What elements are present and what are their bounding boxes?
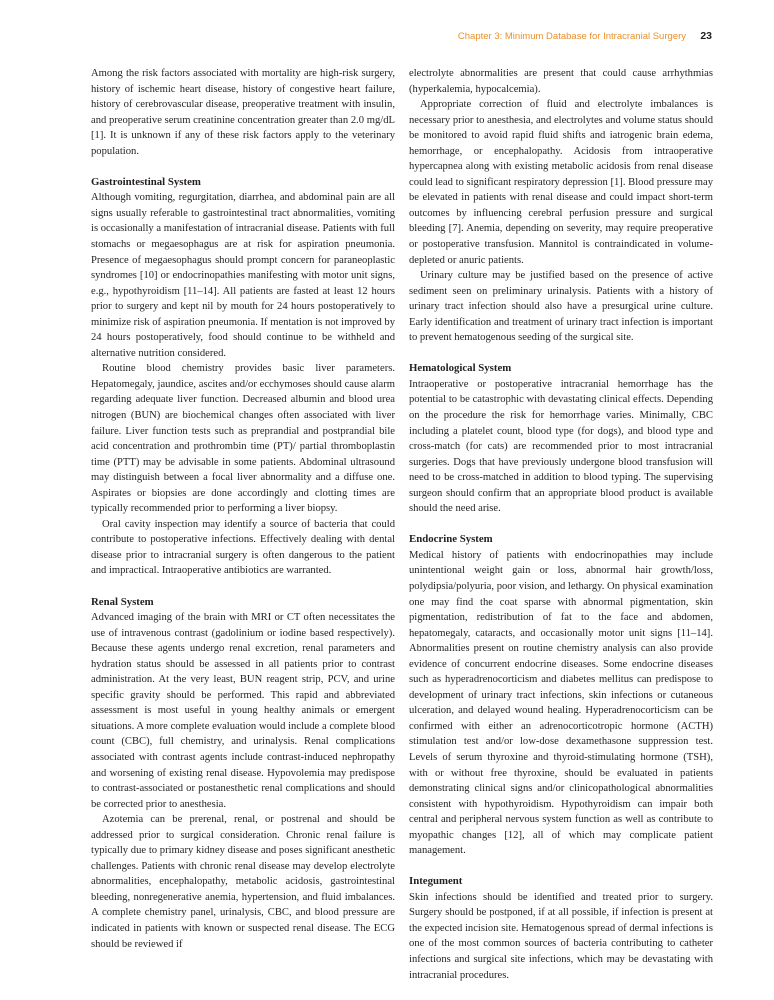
endocrine-paragraph: Medical history of patients with endocrinopathies may include unintentional weight gain or loss, abnormal hair growth/loss, polydipsia/polyuria, poor vision, and lethargy. On physical examination one may find the coat sparse with abnormal pigmentation, skin pigmentation, redistribution of fat to the face and abdomen, hepatomegaly, cataracts, and occasionally motor unit signs [11–14]. Abnormalities present on routine chemistry analysis can also provide evidence of concurrent endocrine diseases. Some endocrine diseases such as hyperadrenocorticism and diabetes mellitus can predispose to development of urinary tract infections, skin infections or cutaneous ulceration, and delayed wound healing. Hyperadrenocorticism can be confirmed with either an adrenocorticotropic hormone (ACTH) stimulation test and/or low-dose dexamethasone suppression test. Levels of serum thyroxine and thyroid-stimulating hormone (TSH), with or without free thyroxine, should be evaluated in patients demonstrating clinical signs and/or clinicopathological abnormalities consistent with hypothyroidism. Hypothyroidism can impair both central and peripheral nervous system function as well as contribute to myopathic changes [12], all of which may complicate patient management.	[409, 549, 713, 857]
chapter-title: Chapter 3: Minimum Database for Intracranial Surgery	[457, 31, 686, 42]
renal-continued-paragraph-1: electrolyte abnormalities are present that could cause arrhythmias (hyperkalemia, hypocalcemia).	[409, 68, 713, 95]
renal-continued-paragraph-2: Appropriate correction of fluid and electrolyte imbalances is necessary prior to anesthesia, and electrolytes and volume status should be monitored to avoid rapid fluid shifts and iatrogenic brain edema, hemorrhage, or encephalopathy. Acidosis from intraoperative hypercapnea along with existing metabolic acidosis from renal disease could lead to significant respiratory depression [1]. Blood pressure may be elevated in patients with renal disease and could impact short-term outcomes by influencing cerebral perfusion pressure and surgical bleeding [7]. Anemia, depending on severity, may require preoperative or postoperative transfusion. Mannitol is contraindicated in volume-depleted or anuric patients.	[409, 99, 713, 266]
hematological-paragraph: Intraoperative or postoperative intracranial hemorrhage has the potential to be catastrophic with devastating clinical effects. Depending on the procedure the risk for hemorrhage varies. Minimally, CBC including a platelet count, blood type (for dogs), and blood type and cross-match (for cats) are recommended prior to most intracranial surgeries. Dogs that have previously undergone blood transfusion will need to be cross-matched in addition to blood typing. The supervising surgeon should confirm that an appropriate blood product is available should the need arise.	[409, 378, 713, 515]
intro-paragraph: Among the risk factors associated with mortality are high-risk surgery, history of ischemic heart disease, history of congestive heart failure, history of cerebrovascular disease, preoperative treatment with insulin, and preoperative serum creatinine concentration greater than 2.0 mg/dL [1]. It is unknown if any of these risk factors apply to the veterinary population.	[91, 68, 395, 157]
page-number: 23	[700, 30, 712, 42]
integument-paragraph: Skin infections should be identified and treated prior to surgery. Surgery should be postponed, if at all possible, if infection is present at the expected incision site. Hematogenous spread of dermal infections is one of the most common sources of bacteria contributing to catheter infections and surgical site infections, which may be devastating with intracranial procedures.	[409, 891, 713, 981]
renal-continued-paragraph-3: Urinary culture may be justified based on the presence of active sediment seen on preliminary urinalysis. Patients with a history of urinary tract infection should also have a presurgical urine culture. Early identification and treatment of urinary tract infection is important to prevent hematogenous seeding of the surgical site.	[409, 270, 713, 344]
left-column	[91, 66, 395, 952]
section-heading-integument: Integument	[409, 875, 463, 888]
gi-paragraph-1: Although vomiting, regurgitation, diarrhea, and abdominal pain are all signs usually referable to gastrointestinal tract abnormalities, vomiting is occasionally a manifestation of intracranial disease. Patients with full stomachs or megaesophagus are at risk for aspiration pneumonia. Presence of megaesophagus should prompt concern for paraneoplastic syndromes [10] or endocrinopathies manifesting with motor unit signs, e.g., hypothyroidism [11–14]. All patients are fasted at least 12 hours prior to surgery and kept nil by mouth for 24 hours postoperatively to minimize risk of aspiration pneumonia. If mentation is not improved by 24 hours postoperatively, food should continue to be withheld and alternative nutrition considered.	[91, 192, 395, 359]
section-heading-renal: Renal System	[91, 595, 154, 608]
gi-paragraph-2: Routine blood chemistry provides basic liver parameters. Hepatomegaly, jaundice, ascites and/or ecchymoses should cause alarm regarding adequate liver function. Decreased albumin and blood urea nitrogen (BUN) are biochemical changes often associated with liver failure. Liver function tests such as preprandial and postprandial bile acid concentration and prothrombin time (PT)/ partial thromboplastin time (PTT) may be advisable in some patients. Abdominal ultrasound may distinguish between a focal liver abnormality and a diffuse one. Aspirates or biopsies are done accordingly and clotting times are typically recommended prior to performing a liver biopsy.	[91, 363, 395, 515]
renal-paragraph-2: Azotemia can be prerenal, renal, or postrenal and should be addressed prior to surgical consideration. Chronic renal failure is typically due to primary kidney disease and poses significant anesthetic challenges. Patients with chronic renal disease may develop electrolyte abnormalities, encephalopathy, metabolic acidosis, gastrointestinal bleeding, nonregenerative anemia, hypertension, and fluid imbalances. A complete chemistry panel, urinalysis, CBC, and blood pressure are indicated in patients with known or suspected renal disease. The ECG should be reviewed if	[91, 814, 395, 950]
renal-paragraph-1: Advanced imaging of the brain with MRI or CT often necessitates the use of intravenous contrast (gadolinium or iodine based respectively). Because these agents undergo renal excretion, renal parameters and hydration status should be assessed in all patients prior to contrast administration. At the very least, BUN reagent strip, PCV, and urine specific gravity should be performed. This rapid and abbreviated assessment is most useful in young healthy animals or emergent situations. A more complete evaluation would include a complete blood count (CBC), full chemistry, and urinalysis. Renal complications associated with contrast agents include contrast-induced nephropathy and worsening of existing renal disease. Hypovolemia may predispose to contrast-associated or postanesthetic renal complications and should be corrected prior to anesthesia.	[91, 612, 395, 810]
section-heading-endocrine: Endocrine System	[409, 533, 493, 546]
section-heading-hematological: Hematological System	[409, 362, 512, 375]
right-column	[409, 66, 713, 983]
section-heading-gastrointestinal: Gastrointestinal System	[91, 175, 201, 188]
gi-paragraph-3: Oral cavity inspection may identify a source of bacteria that could contribute to postoperative infections. Effectively dealing with dental disease prior to intracranial surgery is often dangerous to the patient and impractical. Intraoperative antibiotics are warranted.	[91, 518, 395, 577]
